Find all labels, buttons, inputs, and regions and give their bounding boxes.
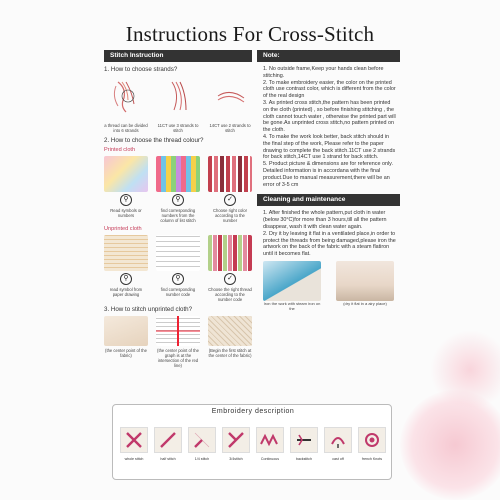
stitch-type <box>289 427 319 461</box>
half-stitch-icon <box>154 427 182 453</box>
stitch-label: Continuous <box>260 457 280 461</box>
fabric-center-image <box>104 316 148 346</box>
unprinted-item <box>156 235 200 302</box>
photo-caption: (dry it flat in a airy place) <box>343 300 387 306</box>
strand-caption: a thread can be divided into 6 strands <box>104 123 148 133</box>
strand-item <box>156 76 200 133</box>
note-item: 3. As printed cross stitch,the pattern has been printed on the cloth (printed) , so before finishing stitching , the cloth cannot touch water , otherwise the printed part will be gone.As unprinted cross stitch,no pattern printed on the cloth. <box>263 99 396 134</box>
steam-iron-image <box>263 261 321 301</box>
drying-rack-image <box>336 261 394 301</box>
unprinted-cloth-label: Unprinted cloth <box>104 226 142 232</box>
number-code-image <box>156 235 200 271</box>
stitch-type <box>357 427 387 461</box>
strand-caption: 11CT use 3 strands to stitch <box>157 123 199 133</box>
cleaning-photos <box>257 261 400 311</box>
search-icon: ⚲ <box>172 273 184 285</box>
magnifier-icon: ⚲ <box>120 273 132 285</box>
cleaning-header: Cleaning and maintenance <box>257 194 400 206</box>
thread-icon: ✓ <box>224 273 236 285</box>
thread-skeins-image <box>208 235 252 271</box>
strand-item <box>104 76 148 133</box>
how-caption: (Begin the first stitch at the center of the fabric) <box>208 348 252 358</box>
embroidery-description-panel <box>112 404 392 480</box>
unprinted-item <box>208 235 252 302</box>
two-strands-image <box>208 76 252 116</box>
magnifier-icon: ⚲ <box>120 194 132 206</box>
how-item <box>208 316 252 368</box>
color-chart-image <box>156 156 200 192</box>
stitch-label: 1/4 stitch <box>194 457 210 461</box>
stitch-label: french Knots <box>361 457 383 461</box>
strands-row <box>104 76 252 133</box>
how-row <box>104 316 252 368</box>
strand-item <box>208 76 252 133</box>
stitch-types <box>119 427 387 461</box>
stitch-label: backstitch <box>296 457 312 461</box>
unprinted-caption: find corresponding number code <box>160 287 196 297</box>
printed-cloth-image <box>104 156 148 192</box>
first-stitch-image <box>208 316 252 346</box>
embroidery-title: Embroidery description <box>211 408 295 415</box>
printed-item <box>208 156 252 223</box>
unprinted-caption: Choose the right thread according to the number code <box>208 287 252 302</box>
cleaning-list <box>257 206 400 258</box>
note-item: 4. To make the work look better, back stitch should in the final step of the work, Please refer to the paper drawing to complete the back stitch.11CT use 2 strands for back stitch,14CT use 1 strand for back stitch. <box>263 133 396 161</box>
step1-heading: 1. How to choose strands? <box>104 66 178 73</box>
step3-heading: 3. How to stitch unprinted cloth? <box>104 306 193 313</box>
thread-skeins-image <box>208 156 252 192</box>
cleaning-item: 2. Dry it by leaving it flat in a ventilated place,in order to protect the threads from being damaged,please iron the artwork on the back of the fabric with a steam flatiron until it becomes flat. <box>263 230 396 258</box>
continuous-stitch-icon <box>256 427 284 453</box>
photo-item <box>336 261 394 311</box>
printed-caption: Read symbols or numbers <box>110 208 142 218</box>
right-column <box>257 50 400 311</box>
three-quarter-stitch-icon <box>222 427 250 453</box>
step2-heading: 2. How to choose the thread colour? <box>104 137 204 144</box>
left-column <box>104 50 252 368</box>
stitch-instruction-header: Stitch Instruction <box>104 50 252 62</box>
stitch-type <box>323 427 353 461</box>
paper-drawing-image <box>104 235 148 271</box>
note-header: Note: <box>257 50 400 62</box>
decorative-flower <box>430 330 500 410</box>
search-icon: ⚲ <box>172 194 184 206</box>
unprinted-row <box>104 235 252 302</box>
stitch-type <box>119 427 149 461</box>
three-strands-image <box>156 76 200 116</box>
cleaning-item: 1. After finished the whole pattern,put cloth in water (below 30°C)for more than 3 hours,till all the pattern disappear, wash it with clean water again. <box>263 210 387 230</box>
stitch-type <box>153 427 183 461</box>
printed-item <box>156 156 200 223</box>
how-caption: (the center point of the graph is at the intersection of the red line) <box>157 348 199 368</box>
stitch-label: half stitch <box>160 457 176 461</box>
how-item <box>104 316 148 368</box>
stitch-type <box>221 427 251 461</box>
thread-bundle-image <box>104 76 148 116</box>
stitch-label: cast off <box>332 457 344 461</box>
stitch-type <box>187 427 217 461</box>
unprinted-item <box>104 235 148 302</box>
printed-item <box>104 156 148 223</box>
printed-cloth-label: Printed cloth <box>104 147 136 153</box>
stitch-type <box>255 427 285 461</box>
page-title: Instructions For Cross-Stitch <box>125 22 375 46</box>
photo-caption: Iron the work with steam iron on the <box>263 300 321 311</box>
how-caption: (the center point of the fabric) <box>105 348 147 358</box>
strand-caption: 14CT use 2 strands to stitch <box>209 123 251 133</box>
note-item: 1. No outside frame,Keep your hands clean before stitching. <box>263 66 384 79</box>
stitch-label: whole stitch <box>124 457 144 461</box>
whole-stitch-icon <box>120 427 148 453</box>
stitch-label: 3/4stitch <box>229 457 243 461</box>
quarter-stitch-icon <box>188 427 216 453</box>
printed-row <box>104 156 252 223</box>
cast-off-icon <box>324 427 352 453</box>
note-item: 5. Product picture & dimensions are for reference only. Detailed information is in accordana with the final product.Due to manual measurement,there will be an error of 3-5 cm <box>263 161 393 188</box>
note-list <box>257 62 400 188</box>
graph-center-image <box>156 316 200 346</box>
photo-item <box>263 261 321 311</box>
unprinted-caption: read symbol from paper drawing <box>109 287 143 297</box>
french-knot-icon <box>358 427 386 453</box>
printed-caption: Choose right color according to the number <box>213 208 247 223</box>
backstitch-icon <box>290 427 318 453</box>
how-item <box>156 316 200 368</box>
printed-caption: find corresponding numbers from the column of list stitch <box>160 208 196 223</box>
note-item: 2. To make embroidery easier, the color on the printed cloth use contrast color, which is different from the color of the real design <box>263 79 396 100</box>
thread-icon: ✓ <box>224 194 236 206</box>
